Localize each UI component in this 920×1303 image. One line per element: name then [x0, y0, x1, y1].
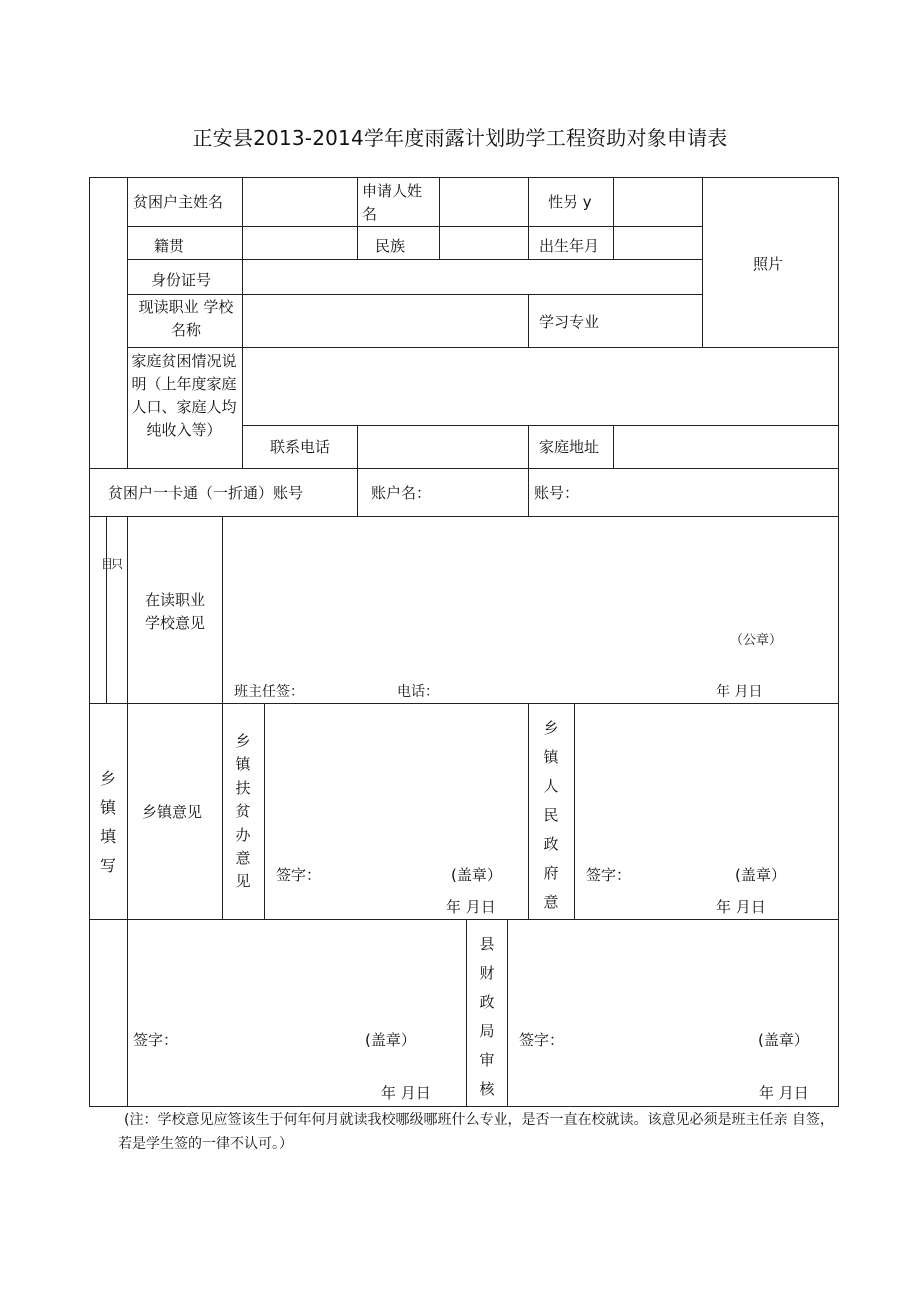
- gov-date-label: 年 月日: [716, 898, 766, 916]
- grid-line: [528, 425, 529, 516]
- grid-line: [127, 226, 702, 227]
- ethnicity-label: 民族: [375, 237, 406, 255]
- county-right-sign-label: 签字：: [519, 1031, 565, 1049]
- grid-line: [357, 177, 358, 259]
- poverty-sign-label: 签字：: [276, 866, 322, 884]
- grid-line: [242, 294, 243, 468]
- county-left-sign-label: 签字：: [133, 1031, 179, 1049]
- account-label: 贫困户一卡通（一折通）账号: [108, 484, 304, 502]
- township-gov-label: 乡镇人民政府意: [543, 719, 559, 911]
- grid-line: [838, 177, 839, 1107]
- grid-line: [89, 177, 90, 1107]
- grid-line: [613, 177, 614, 259]
- grid-line: [264, 703, 265, 919]
- grid-line: [89, 919, 839, 920]
- photo-label: 照片: [753, 255, 784, 273]
- school-opinion-label: 在读职业学校意见: [144, 591, 205, 632]
- grid-line: [439, 177, 440, 259]
- grid-line: [127, 177, 128, 468]
- grid-line: [89, 516, 839, 517]
- grid-line: [242, 177, 243, 294]
- grid-line: [702, 177, 703, 347]
- poverty-seal-label: (盖章）: [451, 866, 502, 884]
- school-phone-label: 电话：: [397, 684, 439, 700]
- page-title: 正安县2013-2014学年度雨露计划助学工程资助对象申请表: [192, 126, 728, 150]
- grid-line: [106, 516, 107, 703]
- county-left-date-label: 年 月日: [381, 1084, 431, 1102]
- phone-label: 联系电话: [270, 438, 331, 456]
- grid-line: [89, 177, 839, 178]
- grid-line: [127, 294, 702, 295]
- family-situation-label: 家庭贫困情况说明（上年度家庭人口、家庭人均纯收入等）: [131, 352, 237, 439]
- school-side-text-a: 目: [101, 557, 114, 571]
- county-right-seal-label: (盖章）: [758, 1031, 809, 1049]
- school-date-label: 年 月日: [716, 684, 763, 700]
- account-name-label: 账户名：: [371, 484, 432, 502]
- footnote: (注：学校意见应签该生于何年何月就读我校哪级哪班什么专业，是否一直在校就读。该意见必须是班主任亲 自签，若是学生签的一律不认可。）: [118, 1112, 834, 1152]
- gender-label: 性另 y: [548, 193, 592, 211]
- grid-line: [528, 703, 529, 919]
- grid-line: [466, 919, 467, 1107]
- poverty-office-label: 乡镇扶贫办意见: [235, 732, 251, 891]
- teacher-sign-label: 班主任签：: [234, 684, 304, 700]
- birth-date-label: 出生年月: [539, 237, 600, 255]
- address-label: 家庭地址: [539, 438, 600, 456]
- county-right-date-label: 年 月日: [759, 1084, 809, 1102]
- grid-line: [357, 425, 358, 516]
- grid-line: [127, 259, 702, 260]
- gov-sign-label: 签字：: [586, 866, 632, 884]
- township-opinion-label: 乡镇意见: [142, 803, 203, 821]
- grid-line: [613, 425, 614, 468]
- grid-line: [528, 294, 529, 347]
- grid-line: [89, 468, 839, 469]
- gov-seal-label: (盖章）: [735, 866, 786, 884]
- county-finance-label: 县财政局审核: [479, 935, 495, 1098]
- id-number-label: 身份证号: [151, 271, 212, 289]
- applicant-name-label: 申请人姓名: [362, 182, 423, 223]
- grid-line: [127, 516, 128, 1107]
- school-seal-label: （公章）: [730, 633, 783, 648]
- grid-line: [242, 425, 839, 426]
- account-number-label: 账号：: [534, 484, 580, 502]
- township-side-label: 乡镇填写: [99, 769, 116, 875]
- native-place-label: 籍贯: [154, 237, 185, 255]
- school-name-label: 现读职业 学校名称: [138, 298, 234, 339]
- household-head-name-label: 贫困户主姓名: [133, 193, 224, 211]
- grid-line: [222, 516, 223, 919]
- grid-line: [574, 703, 575, 919]
- grid-line: [127, 347, 839, 348]
- grid-line: [528, 177, 529, 259]
- major-label: 学习专业: [539, 313, 600, 331]
- grid-line: [507, 919, 508, 1107]
- poverty-date-label: 年 月日: [446, 898, 496, 916]
- county-left-seal-label: (盖章）: [365, 1031, 416, 1049]
- grid-line: [89, 1106, 839, 1107]
- school-side-text-b: 只: [111, 557, 124, 571]
